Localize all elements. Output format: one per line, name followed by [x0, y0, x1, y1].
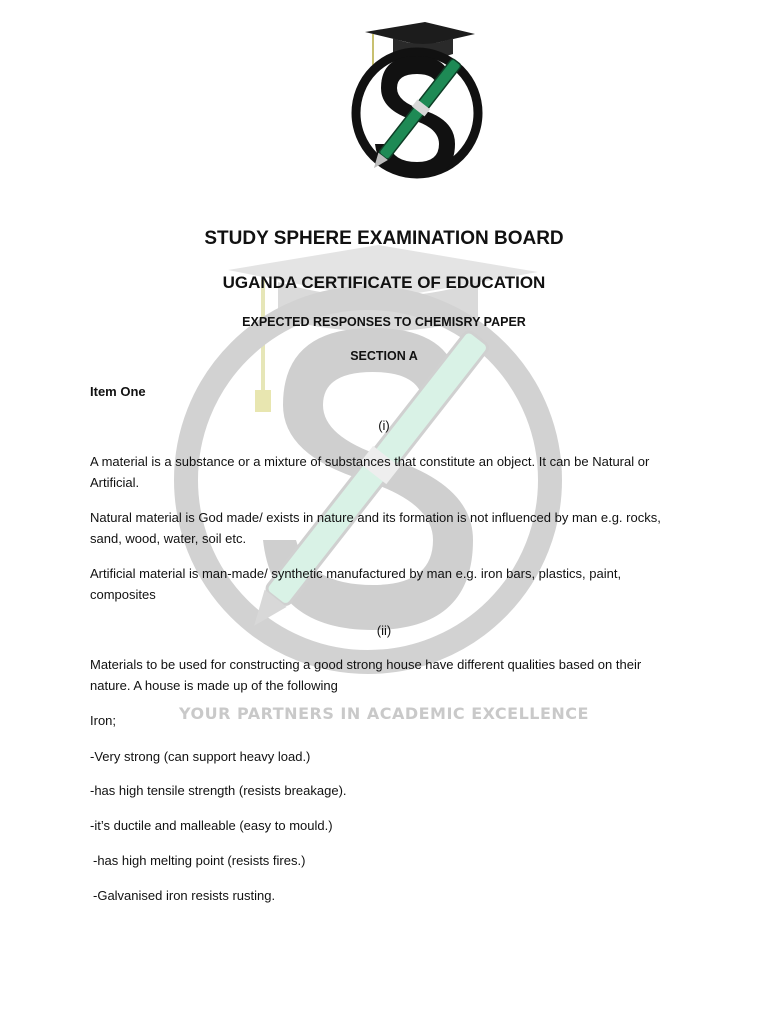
item-heading: Item One [90, 384, 146, 399]
list-item: -Very strong (can support heavy load.) [90, 749, 311, 764]
part-ii-label: (ii) [376, 623, 392, 638]
certificate-title: UGANDA CERTIFICATE OF EDUCATION [222, 273, 546, 292]
paragraph-material-definition: A material is a substance or a mixture of substances that constitute an object. It can be Natural or Artificial. [90, 454, 650, 490]
list-item: -has high tensile strength (resists breakage). [90, 783, 347, 798]
paragraph-artificial-material: Artificial material is man-made/ synthetic manufactured by man e.g. iron bars, plastics, paint, composites [90, 566, 622, 602]
list-item: -Galvanised iron resists rusting. [93, 888, 276, 903]
paper-title: EXPECTED RESPONSES TO CHEMISRY PAPER [242, 315, 526, 329]
watermark-slogan: YOUR PARTNERS IN ACADEMIC EXCELLENCE [179, 704, 589, 723]
list-item: -has high melting point (resists fires.) [93, 853, 306, 868]
board-logo [345, 20, 490, 185]
section-title: SECTION A [350, 349, 418, 363]
part-i-label: (i) [378, 418, 390, 433]
iron-heading: Iron; [90, 713, 117, 728]
list-item: -it’s ductile and malleable (easy to mould.) [90, 818, 333, 833]
board-title: STUDY SPHERE EXAMINATION BOARD [204, 228, 564, 249]
paragraph-house-materials: Materials to be used for constructing a good strong house have different qualities based on their nature. A house is made up of the following [90, 657, 642, 693]
paragraph-natural-material: Natural material is God made/ exists in nature and its formation is not influenced by man e.g. rocks, sand, wood, water, soil etc. [90, 510, 661, 546]
